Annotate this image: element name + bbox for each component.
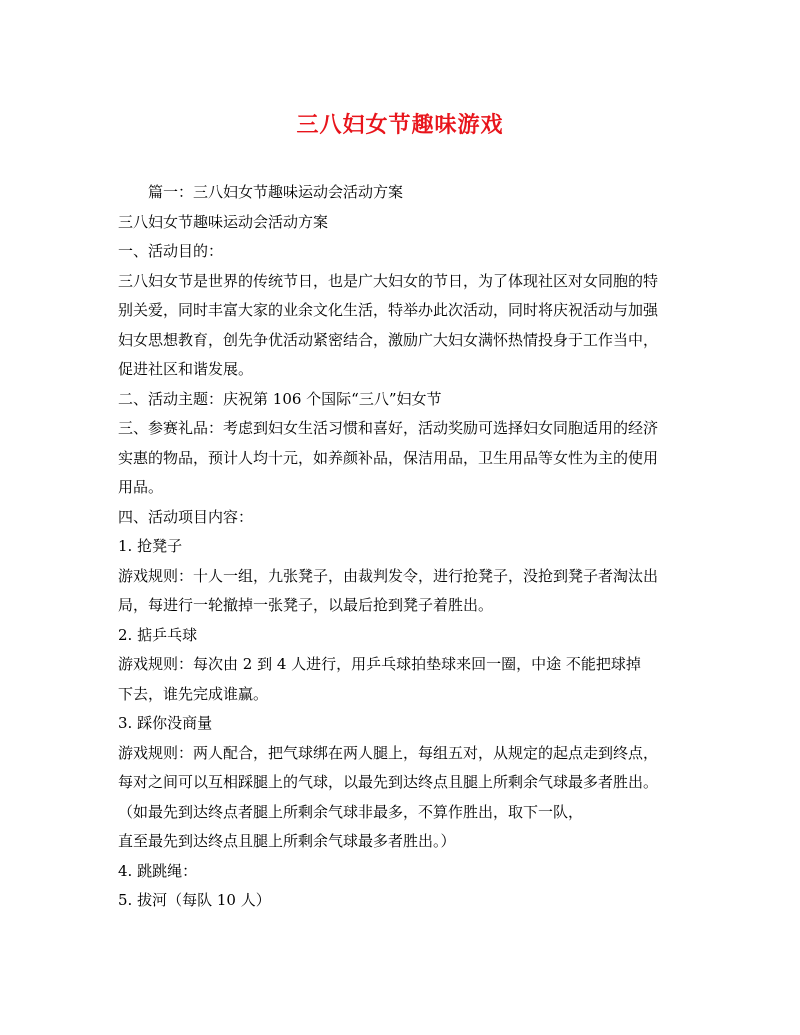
rule-line: 游戏规则：两人配合，把气球绑在两人腿上，每组五对，从规定的起点走到终点， — [118, 743, 659, 762]
paragraph-line: 用品。 — [118, 478, 164, 496]
heading-theme: 二、活动主题：庆祝第 106 个国际“三八”妇女节 — [118, 389, 442, 408]
activity-item: 2. 掂乒乓球 — [118, 625, 198, 644]
plan-title: 三八妇女节趣味运动会活动方案 — [118, 212, 329, 231]
heading-purpose: 一、活动目的： — [118, 242, 224, 260]
activity-item: 3. 踩你没商量 — [118, 714, 213, 732]
heading-activities: 四、活动项目内容： — [118, 507, 254, 526]
paragraph-line: 三八妇女节是世界的传统节日，也是广大妇女的节日，为了体现社区对女同胞的特 — [118, 271, 659, 290]
document-title: 三八妇女节趣味游戏 — [296, 112, 504, 138]
paragraph-line: 实惠的物品，预计人均十元，如养颜补品，保洁用品，卫生用品等女性为主的使用 — [118, 448, 659, 467]
rule-line: 局，每进行一轮撤掉一张凳子，以最后抢到凳子着胜出。 — [118, 596, 494, 614]
activity-item: 5. 拔河（每队 10 人） — [118, 891, 271, 909]
rule-note: 直至最先到达终点且腿上所剩余气球最多者胜出。） — [118, 832, 456, 850]
heading-prizes: 三、参赛礼品：考虑到妇女生活习惯和喜好，活动奖励可选择妇女同胞适用的经济 — [118, 419, 659, 437]
rule-line: 下去，谁先完成谁赢。 — [118, 684, 269, 703]
paragraph-line: 别关爱，同时丰富大家的业余文化生活，特举办此次活动，同时将庆祝活动与加强 — [118, 301, 659, 319]
rule-line: 每对之间可以互相踩腿上的气球，以最先到达终点且腿上所剩余气球最多者胜出。 — [118, 773, 659, 791]
paragraph-line: 妇女思想教育，创先争优活动紧密结合，激励广大妇女满怀热情投身于工作当中， — [118, 330, 659, 349]
activity-item: 1. 抢凳子 — [118, 537, 183, 555]
document-body — [118, 178, 690, 916]
rule-note: （如最先到达终点者腿上所剩余气球非最多，不算作胜出，取下一队， — [118, 802, 584, 821]
section-heading: 篇一：三八妇女节趣味运动会活动方案 — [148, 183, 404, 201]
activity-item: 4. 跳跳绳： — [118, 861, 198, 880]
paragraph-line: 促进社区和谐发展。 — [118, 360, 254, 378]
rule-line: 游戏规则：每次由 2 到 4 人进行，用乒乓球拍垫球来回一圈，中途 不能把球掉 — [118, 655, 641, 673]
rule-line: 游戏规则：十人一组，九张凳子，由裁判发令，进行抢凳子，没抢到凳子者淘汰出 — [118, 566, 659, 585]
